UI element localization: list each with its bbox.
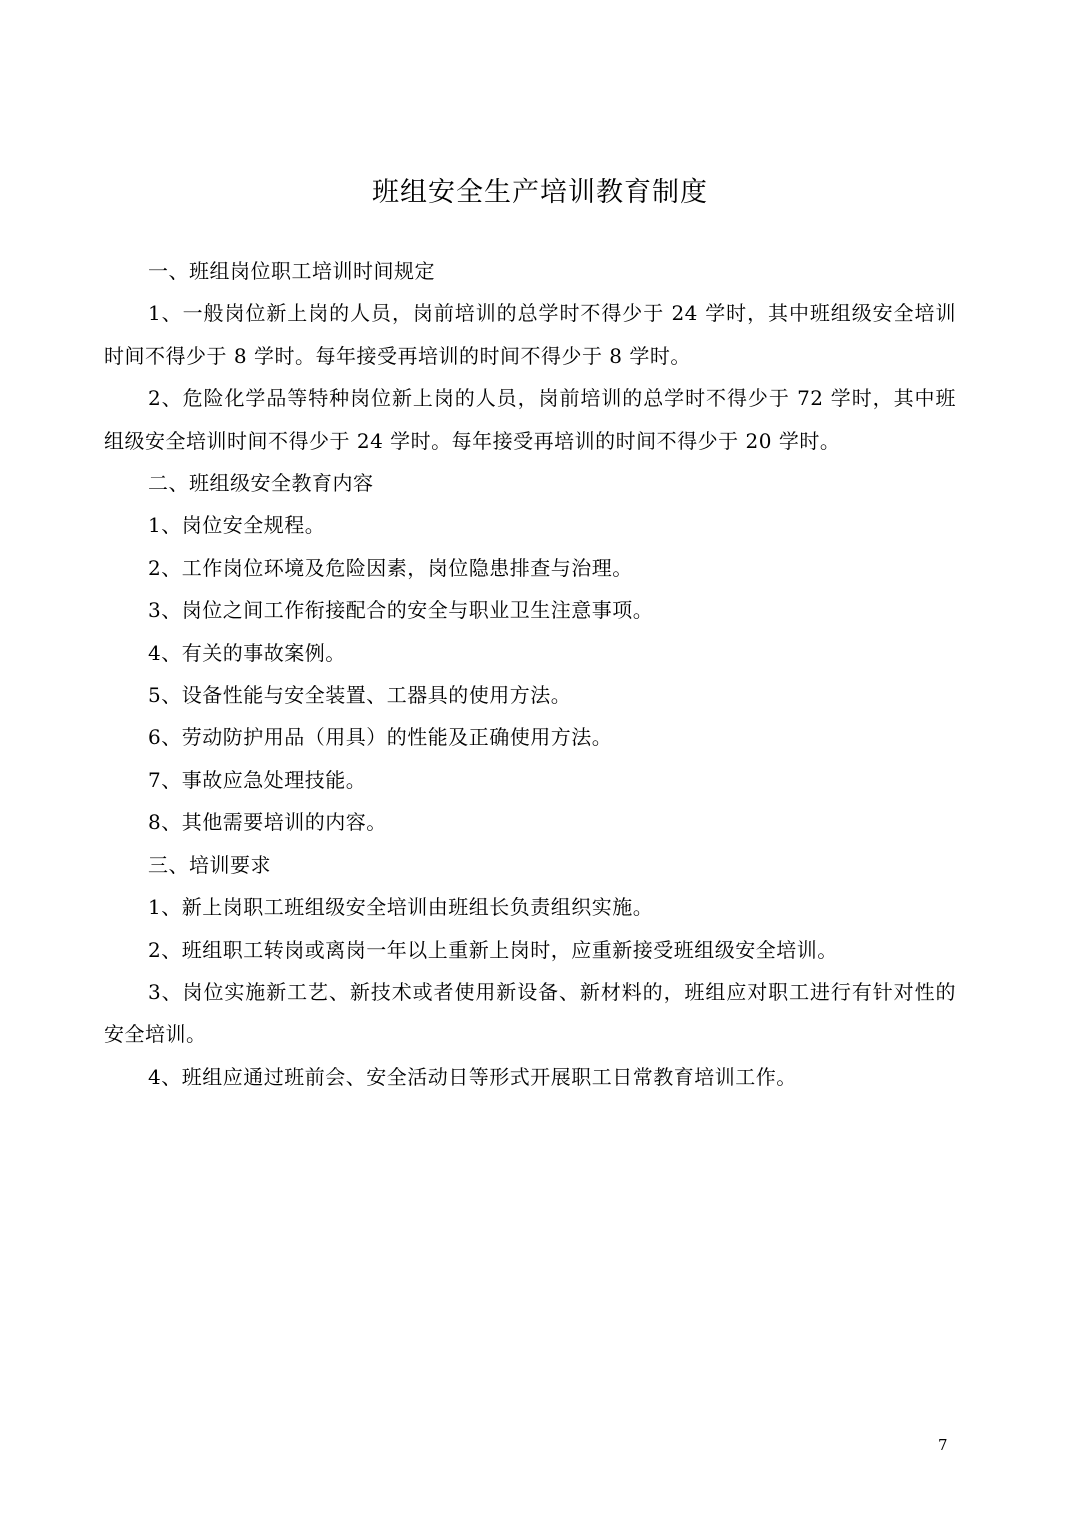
paragraph-1-1: 1、一般岗位新上岗的人员，岗前培训的总学时不得少于 24 学时，其中班组级安全培训时间不得少于 8 学时。每年接受再培训的时间不得少于 8 学时。 — [104, 301, 956, 368]
section-heading-2: 二、班组级安全教育内容 — [148, 471, 374, 496]
list-item-2-8: 8、其他需要培训的内容。 — [148, 810, 387, 835]
list-item-2-1: 1、岗位安全规程。 — [148, 513, 326, 538]
list-item-3-4: 4、班组应通过班前会、安全活动日等形式开展职工日常教育培训工作。 — [148, 1064, 797, 1089]
section-heading-1: 一、班组岗位职工培训时间规定 — [148, 259, 435, 283]
list-item-2-6: 6、劳动防护用品（用具）的性能及正确使用方法。 — [148, 725, 613, 750]
list-item-2-4: 4、有关的事故案例。 — [148, 640, 346, 665]
list-item-2-2: 2、工作岗位环境及危险因素，岗位隐患排查与治理。 — [148, 555, 633, 580]
section-heading-3: 三、培训要求 — [148, 852, 271, 877]
list-item-3-3: 3、岗位实施新工艺、新技术或者使用新设备、新材料的，班组应对职工进行有针对性的安全培训。 — [104, 979, 956, 1047]
list-item-2-5: 5、设备性能与安全装置、工器具的使用方法。 — [148, 683, 572, 708]
document-title: 班组安全生产培训教育制度 — [372, 177, 708, 208]
document-body — [104, 250, 956, 1098]
list-item-2-7: 7、事故应急处理技能。 — [148, 767, 367, 792]
paragraph-1-2: 2、危险化学品等特种岗位新上岗的人员，岗前培训的总学时不得少于 72 学时，其中班组级安全培训时间不得少于 24 学时。每年接受再培训的时间不得少于 20 学时。 — [104, 386, 956, 453]
list-item-2-3: 3、岗位之间工作衔接配合的安全与职业卫生注意事项。 — [148, 598, 654, 623]
list-item-3-2: 2、班组职工转岗或离岗一年以上重新上岗时，应重新接受班组级安全培训。 — [148, 937, 838, 962]
list-item-3-1: 1、新上岗职工班组级安全培训由班组长负责组织实施。 — [148, 895, 654, 920]
page-number: 7 — [938, 1436, 948, 1454]
